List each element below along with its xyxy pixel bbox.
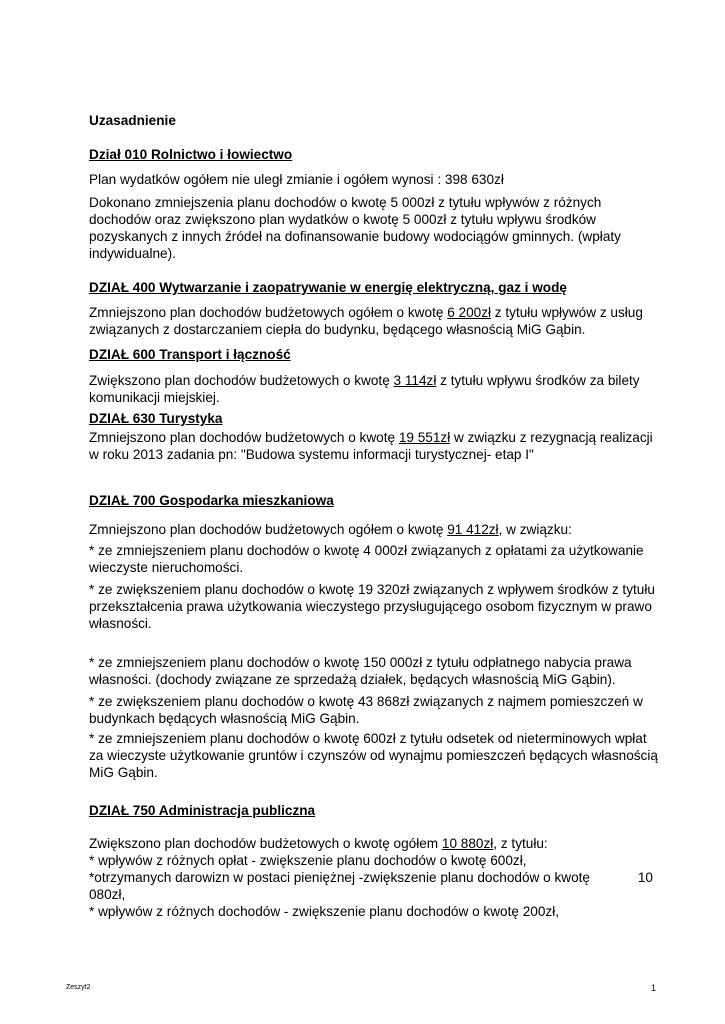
section-750-bullet-2-continuation: 080zł, [89, 887, 126, 902]
section-700-amount: 91 412zł [447, 522, 499, 537]
section-700-text-post: , w związku: [498, 522, 572, 537]
section-700-bullet-3: * ze zmniejszeniem planu dochodów o kwotę 150 000zł z tytułu odpłatnego nabycia prawa własności. (dochody związane ze sprzedażą działek, będących własnością MiG Gąbin). [89, 655, 632, 687]
section-630-paragraph [89, 429, 659, 463]
section-010-paragraph-2: Dokonano zmniejszenia planu dochodów o kwotę 5 000zł z tytułu wpływów z różnych dochodów oraz zwiększono plan wydatków o kwotę 5 000zł z tytułu wpływu środków pozyskanych z innych źródeł na dofinansowanie budowy wodociągów gminnych. (wpłaty indywidualne). [89, 195, 621, 261]
section-700-bullet-4: * ze zwiększeniem planu dochodów o kwotę 43 868zł związanych z najmem pomieszczeń w budynkach będących własnością MiG Gąbin. [89, 694, 643, 726]
section-750-bullet-1: * wpływów z różnych opłat - zwiększenie planu dochodów o kwotę 600zł, [89, 853, 527, 868]
section-750-text-pre: Zwiększono plan dochodów budżetowych o kwotę ogółem [89, 836, 442, 851]
section-700-paragraph [89, 521, 659, 538]
section-600-text-pre: Zwiększono plan dochodów budżetowych o kwotę [89, 373, 394, 388]
footer-sheet-name: Zeszyt2 [66, 984, 91, 991]
section-700-bullet-5: * ze zmniejszeniem planu dochodów o kwotę 600zł z tytułu odsetek od nieterminowych wpłat za wieczyste użytkowanie gruntów i czynszów od wynajmu pomieszczeń będących własnością MiG Gąbin. [89, 731, 658, 780]
section-010-heading: Dział 010 Rolnictwo i łowiectwo [89, 147, 293, 162]
section-750-bullet-3: * wpływów z różnych dochodów - zwiększenie planu dochodów o kwotę 200zł, [89, 904, 559, 919]
section-400-amount: 6 200zł [447, 305, 492, 320]
section-400-text-post: z tytułu wpływów z usług związanych z dostarczaniem ciepła do budynku, będącego własnością MiG Gąbin. [89, 305, 643, 337]
section-700-text-pre: Zmniejszono plan dochodów budżetowych ogółem o kwotę [89, 522, 448, 537]
section-750-heading: DZIAŁ 750 Administracja publiczna [89, 803, 316, 818]
section-700-heading: DZIAŁ 700 Gospodarka mieszkaniowa [89, 493, 334, 508]
section-750-bullet-2 [89, 869, 653, 886]
section-700-bullet-2: * ze zwiększeniem planu dochodów o kwotę 19 320zł związanych z wpływem środków z tytułu przekształcenia prawa użytkowania wieczystego przysługującego osobom fizycznym w prawo własności. [89, 582, 655, 631]
section-700-bullet-1: * ze zmniejszeniem planu dochodów o kwotę 4 000zł związanych z opłatami za użytkowanie wieczyste nieruchomości. [89, 543, 644, 575]
section-600-amount: 3 114zł [393, 373, 437, 388]
section-600-text-post: z tytułu wpływu środków za bilety komunikacji miejskiej. [89, 373, 640, 405]
section-630-text-pre: Zmniejszono plan dochodów budżetowych o kwotę [89, 430, 399, 445]
section-750-text-post: , z tytułu: [493, 836, 548, 851]
section-400-heading: DZIAŁ 400 Wytwarzanie i zaopatrywanie w energię elektryczną, gaz i wodę [89, 280, 567, 295]
footer-page-number: 1 [651, 983, 657, 993]
section-750-amount: 10 880zł [441, 836, 494, 851]
section-600-heading: DZIAŁ 600 Transport i łączność [89, 347, 291, 362]
section-630-text-post: w związku z rezygnacją realizacji w roku 2013 zadania pn: "Budowa systemu informacji turystycznej- etap I" [89, 430, 653, 462]
section-750-bullet-2-text: *otrzymanych darowizn w postaci pieniężnej -zwiększenie planu dochodów o kwotę [89, 870, 590, 885]
section-630-heading: DZIAŁ 630 Turystyka [89, 411, 223, 426]
section-400-paragraph [89, 304, 659, 338]
document-title: Uzasadnienie [89, 113, 176, 128]
section-010-paragraph-1: Plan wydatków ogółem nie uległ zmianie i ogółem wynosi : 398 630zł [89, 172, 504, 187]
section-750-paragraph [89, 835, 659, 852]
section-750-bullet-2-amount-start: 10 [637, 870, 653, 885]
section-600-paragraph [89, 372, 659, 406]
section-400-text-pre: Zmniejszono plan dochodów budżetowych ogółem o kwotę [89, 305, 448, 320]
section-630-amount: 19 551zł [398, 430, 451, 445]
